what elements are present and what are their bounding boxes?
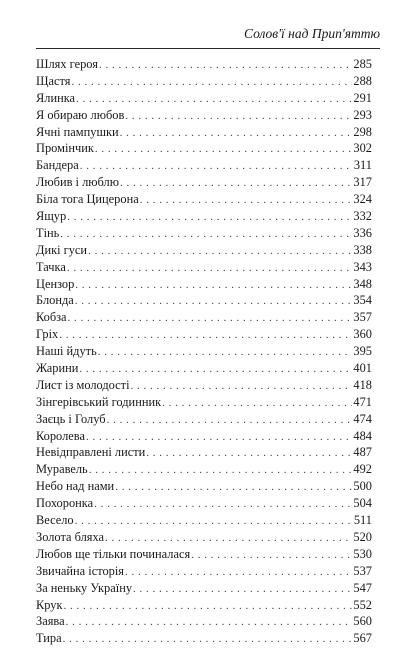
- toc-entry-title: Любив і люблю: [36, 175, 119, 190]
- toc-entry-title: Тачка: [36, 259, 66, 274]
- dot-leader: [105, 530, 352, 547]
- toc-entry: [36, 208, 372, 225]
- dot-leader: [76, 91, 352, 108]
- toc-entry: [36, 495, 372, 512]
- toc-entry-page-number: 293: [353, 107, 372, 122]
- header-rule: [36, 48, 380, 49]
- toc-entry-page-number: 336: [353, 225, 372, 240]
- toc-entry: [36, 191, 372, 208]
- toc-entry: [36, 478, 372, 495]
- toc-entry-title: Муравель: [36, 462, 88, 477]
- toc-entry-page-number: 395: [353, 344, 372, 359]
- toc-entry-title: Весело: [36, 513, 74, 528]
- dot-leader: [120, 125, 353, 142]
- toc-entry-page-number: 302: [353, 141, 372, 156]
- dot-leader: [95, 141, 353, 158]
- toc-entry-title: Заєць і Голуб: [36, 411, 106, 426]
- toc-entry-page-number: 520: [353, 529, 372, 544]
- toc-entry-title: Дикі гуси: [36, 242, 88, 257]
- toc-entry-page-number: 560: [353, 614, 372, 629]
- dot-leader: [120, 175, 352, 192]
- dot-leader: [63, 631, 353, 648]
- dot-leader: [66, 614, 353, 631]
- toc-entry-page-number: 338: [353, 242, 372, 257]
- toc-entry-title: Щастя: [36, 73, 71, 88]
- toc-entry-page-number: 552: [353, 597, 372, 612]
- table-of-contents: [36, 56, 372, 647]
- dot-leader: [99, 57, 352, 74]
- toc-entry-page-number: 324: [353, 192, 372, 207]
- toc-entry-page-number: 360: [353, 327, 372, 342]
- toc-entry: [36, 225, 372, 242]
- toc-entry-page-number: 343: [353, 259, 372, 274]
- toc-entry-title: Золота бляха: [36, 529, 105, 544]
- toc-entry-page-number: 547: [353, 580, 372, 595]
- toc-entry-title: Крук: [36, 597, 63, 612]
- toc-entry-title: Зінгерівський годинник: [36, 394, 162, 409]
- toc-entry-page-number: 288: [353, 73, 372, 88]
- toc-entry-title: Бандера: [36, 158, 79, 173]
- toc-entry: [36, 529, 372, 546]
- dot-leader: [75, 277, 352, 294]
- toc-entry: [36, 546, 372, 563]
- toc-entry-title: Королева: [36, 428, 85, 443]
- toc-entry: [36, 411, 372, 428]
- toc-entry-page-number: 537: [353, 563, 372, 578]
- dot-leader: [75, 293, 353, 310]
- toc-entry-title: Біла тога Цицерона: [36, 192, 139, 207]
- dot-leader: [75, 513, 353, 530]
- dot-leader: [107, 412, 353, 429]
- toc-entry-title: Невідправлені листи: [36, 445, 146, 460]
- toc-entry-page-number: 530: [353, 546, 372, 561]
- toc-entry-page-number: 291: [353, 90, 372, 105]
- toc-entry-page-number: 474: [353, 411, 372, 426]
- dot-leader: [115, 479, 352, 496]
- dot-leader: [162, 395, 352, 412]
- dot-leader: [146, 445, 352, 462]
- toc-entry-title: Наші йдуть: [36, 344, 97, 359]
- toc-entry-page-number: 285: [353, 57, 372, 71]
- toc-entry-title: Ялинка: [36, 90, 76, 105]
- dot-leader: [68, 310, 353, 327]
- toc-entry-page-number: 504: [353, 496, 372, 511]
- toc-entry: [36, 444, 372, 461]
- toc-entry-title: Лист із молодості: [36, 377, 130, 392]
- toc-entry: [36, 242, 372, 259]
- toc-entry-page-number: 357: [353, 310, 372, 325]
- toc-entry: [36, 292, 372, 309]
- toc-entry-title: Промінчик: [36, 141, 94, 156]
- toc-entry-title: Я обираю любов: [36, 107, 125, 122]
- dot-leader: [94, 496, 352, 513]
- toc-entry: [36, 630, 372, 647]
- dot-leader: [98, 344, 353, 361]
- toc-entry: [36, 157, 372, 174]
- dot-leader: [64, 598, 353, 615]
- dot-leader: [133, 581, 352, 598]
- toc-entry-title: Тінь: [36, 225, 60, 240]
- toc-entry-title: Жарини: [36, 361, 79, 376]
- dot-leader: [79, 361, 352, 378]
- toc-entry-page-number: 484: [353, 428, 372, 443]
- toc-entry-page-number: 354: [353, 293, 372, 308]
- toc-entry-title: Кобза: [36, 310, 67, 325]
- toc-entry: [36, 428, 372, 445]
- dot-leader: [60, 226, 352, 243]
- toc-entry-page-number: 298: [353, 124, 372, 139]
- toc-entry-page-number: 418: [353, 377, 372, 392]
- dot-leader: [131, 378, 353, 395]
- running-head: Солов'ї над Прип'яттю: [243, 26, 380, 41]
- toc-entry-page-number: 471: [353, 394, 372, 409]
- toc-entry-page-number: 511: [353, 513, 372, 528]
- dot-leader: [89, 462, 353, 479]
- toc-entry-page-number: 487: [353, 445, 372, 460]
- toc-entry-page-number: 500: [353, 479, 372, 494]
- toc-entry: [36, 394, 372, 411]
- toc-entry-title: Шлях героя: [36, 57, 98, 71]
- toc-entry: [36, 326, 372, 343]
- toc-entry-title: Ящур: [36, 209, 67, 224]
- toc-entry-title: Ячні пампушки: [36, 124, 119, 139]
- toc-entry-page-number: 348: [353, 276, 372, 291]
- toc-entry-page-number: 317: [353, 175, 372, 190]
- toc-entry: [36, 461, 372, 478]
- toc-entry-page-number: 332: [353, 209, 372, 224]
- toc-entry: [36, 563, 372, 580]
- toc-entry: [36, 309, 372, 326]
- toc-entry-title: За неньку Україну: [36, 580, 133, 595]
- toc-entry-title: Звичайна історія: [36, 563, 125, 578]
- toc-entry-title: Блонда: [36, 293, 74, 308]
- dot-leader: [71, 74, 352, 91]
- toc-entry: [36, 90, 372, 107]
- toc-entry-title: Гріх: [36, 327, 59, 342]
- toc-entry: [36, 343, 372, 360]
- toc-entry: [36, 377, 372, 394]
- dot-leader: [125, 564, 352, 581]
- dot-leader: [67, 260, 353, 277]
- toc-entry: [36, 174, 372, 191]
- dot-leader: [140, 192, 353, 209]
- toc-entry: [36, 140, 372, 157]
- dot-leader: [88, 243, 352, 260]
- dot-leader: [80, 158, 353, 175]
- toc-entry: [36, 107, 372, 124]
- toc-entry: [36, 360, 372, 377]
- toc-entry-title: Тира: [36, 631, 62, 646]
- dot-leader: [67, 209, 352, 226]
- toc-entry-title: Любов ще тільки починалася: [36, 546, 191, 561]
- toc-entry: [36, 276, 372, 293]
- toc-entry-page-number: 492: [353, 462, 372, 477]
- toc-entry: [36, 124, 372, 141]
- dot-leader: [86, 429, 352, 446]
- toc-entry: [36, 73, 372, 90]
- toc-entry: [36, 56, 372, 73]
- toc-entry: [36, 512, 372, 529]
- toc-entry-title: Цензор: [36, 276, 75, 291]
- toc-entry-page-number: 401: [353, 361, 372, 376]
- toc-entry-title: Заява: [36, 614, 65, 629]
- dot-leader: [191, 547, 352, 564]
- toc-entry-title: Похоронка: [36, 496, 94, 511]
- toc-entry: [36, 580, 372, 597]
- toc-entry: [36, 597, 372, 614]
- dot-leader: [59, 327, 352, 344]
- toc-entry-title: Небо над нами: [36, 479, 115, 494]
- toc-entry: [36, 259, 372, 276]
- dot-leader: [125, 108, 352, 125]
- toc-entry-page-number: 311: [353, 158, 372, 173]
- toc-entry-page-number: 567: [353, 631, 372, 646]
